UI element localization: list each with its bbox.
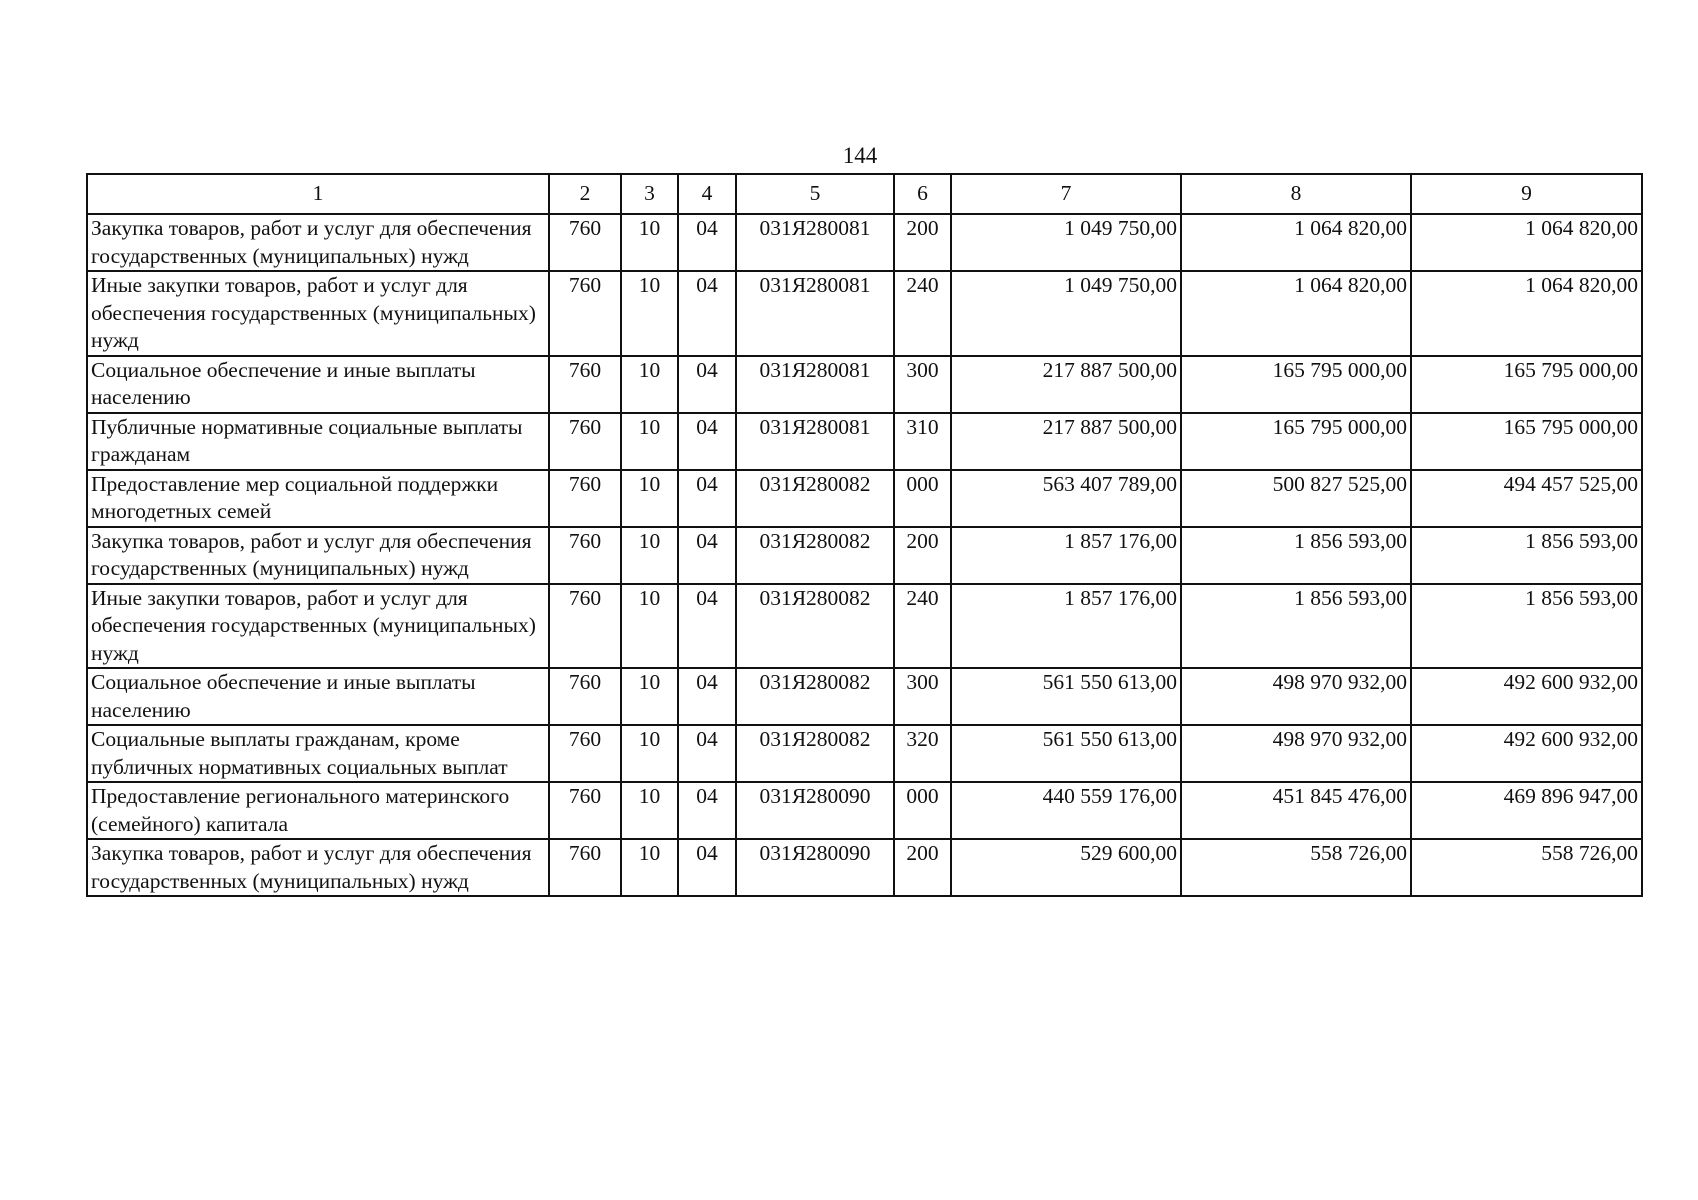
amount-col-7: 529 600,00 bbox=[951, 839, 1181, 896]
amount-col-8: 558 726,00 bbox=[1181, 839, 1411, 896]
ministry-code: 760 bbox=[549, 214, 621, 271]
ministry-code: 760 bbox=[549, 271, 621, 356]
ministry-code: 760 bbox=[549, 413, 621, 470]
expense-type-code: 000 bbox=[894, 782, 951, 839]
target-article-code: 031Я280082 bbox=[736, 470, 894, 527]
table-body bbox=[87, 214, 1642, 896]
expense-type-code: 310 bbox=[894, 413, 951, 470]
expense-type-code: 200 bbox=[894, 214, 951, 271]
row-name: Публичные нормативные социальные выплаты гражданам bbox=[87, 413, 549, 470]
target-article-code: 031Я280081 bbox=[736, 214, 894, 271]
amount-col-8: 500 827 525,00 bbox=[1181, 470, 1411, 527]
ministry-code: 760 bbox=[549, 584, 621, 669]
section-code: 10 bbox=[621, 668, 678, 725]
row-name: Предоставление регионального материнского (семейного) капитала bbox=[87, 782, 549, 839]
amount-col-9: 165 795 000,00 bbox=[1411, 356, 1642, 413]
ministry-code: 760 bbox=[549, 527, 621, 584]
subsection-code: 04 bbox=[678, 668, 736, 725]
target-article-code: 031Я280090 bbox=[736, 839, 894, 896]
row-name: Социальное обеспечение и иные выплаты населению bbox=[87, 356, 549, 413]
amount-col-9: 492 600 932,00 bbox=[1411, 668, 1642, 725]
table-row bbox=[87, 470, 1642, 527]
amount-col-9: 1 856 593,00 bbox=[1411, 584, 1642, 669]
expense-type-code: 320 bbox=[894, 725, 951, 782]
target-article-code: 031Я280082 bbox=[736, 668, 894, 725]
table-row bbox=[87, 584, 1642, 669]
ministry-code: 760 bbox=[549, 668, 621, 725]
amount-col-7: 1 049 750,00 bbox=[951, 214, 1181, 271]
amount-col-7: 1 049 750,00 bbox=[951, 271, 1181, 356]
amount-col-8: 165 795 000,00 bbox=[1181, 413, 1411, 470]
amount-col-7: 217 887 500,00 bbox=[951, 356, 1181, 413]
row-name: Предоставление мер социальной поддержки многодетных семей bbox=[87, 470, 549, 527]
amount-col-9: 492 600 932,00 bbox=[1411, 725, 1642, 782]
target-article-code: 031Я280082 bbox=[736, 527, 894, 584]
amount-col-7: 1 857 176,00 bbox=[951, 584, 1181, 669]
table-row bbox=[87, 668, 1642, 725]
section-code: 10 bbox=[621, 782, 678, 839]
section-code: 10 bbox=[621, 725, 678, 782]
amount-col-7: 561 550 613,00 bbox=[951, 725, 1181, 782]
ministry-code: 760 bbox=[549, 470, 621, 527]
section-code: 10 bbox=[621, 584, 678, 669]
target-article-code: 031Я280082 bbox=[736, 584, 894, 669]
column-header: 3 bbox=[621, 174, 678, 214]
amount-col-9: 1 064 820,00 bbox=[1411, 214, 1642, 271]
row-name: Закупка товаров, работ и услуг для обеспечения государственных (муниципальных) нужд bbox=[87, 839, 549, 896]
amount-col-8: 498 970 932,00 bbox=[1181, 668, 1411, 725]
amount-col-9: 1 064 820,00 bbox=[1411, 271, 1642, 356]
section-code: 10 bbox=[621, 413, 678, 470]
section-code: 10 bbox=[621, 527, 678, 584]
page-number: 144 bbox=[842, 143, 878, 168]
target-article-code: 031Я280081 bbox=[736, 271, 894, 356]
target-article-code: 031Я280081 bbox=[736, 356, 894, 413]
section-code: 10 bbox=[621, 470, 678, 527]
table-row bbox=[87, 356, 1642, 413]
expense-type-code: 000 bbox=[894, 470, 951, 527]
budget-table bbox=[86, 173, 1643, 897]
amount-col-7: 440 559 176,00 bbox=[951, 782, 1181, 839]
amount-col-8: 1 064 820,00 bbox=[1181, 271, 1411, 356]
table-row bbox=[87, 782, 1642, 839]
table-header bbox=[87, 174, 1642, 214]
section-code: 10 bbox=[621, 356, 678, 413]
subsection-code: 04 bbox=[678, 356, 736, 413]
target-article-code: 031Я280090 bbox=[736, 782, 894, 839]
table-row bbox=[87, 214, 1642, 271]
subsection-code: 04 bbox=[678, 214, 736, 271]
subsection-code: 04 bbox=[678, 584, 736, 669]
section-code: 10 bbox=[621, 839, 678, 896]
header-row bbox=[87, 174, 1642, 214]
subsection-code: 04 bbox=[678, 839, 736, 896]
expense-type-code: 300 bbox=[894, 668, 951, 725]
target-article-code: 031Я280081 bbox=[736, 413, 894, 470]
target-article-code: 031Я280082 bbox=[736, 725, 894, 782]
amount-col-8: 451 845 476,00 bbox=[1181, 782, 1411, 839]
subsection-code: 04 bbox=[678, 725, 736, 782]
subsection-code: 04 bbox=[678, 271, 736, 356]
expense-type-code: 240 bbox=[894, 584, 951, 669]
subsection-code: 04 bbox=[678, 470, 736, 527]
expense-type-code: 200 bbox=[894, 839, 951, 896]
ministry-code: 760 bbox=[549, 356, 621, 413]
amount-col-7: 561 550 613,00 bbox=[951, 668, 1181, 725]
expense-type-code: 240 bbox=[894, 271, 951, 356]
table-row bbox=[87, 725, 1642, 782]
row-name: Закупка товаров, работ и услуг для обеспечения государственных (муниципальных) нужд bbox=[87, 527, 549, 584]
row-name: Социальные выплаты гражданам, кроме публичных нормативных социальных выплат bbox=[87, 725, 549, 782]
column-header: 6 bbox=[894, 174, 951, 214]
expense-type-code: 200 bbox=[894, 527, 951, 584]
column-header: 9 bbox=[1411, 174, 1642, 214]
section-code: 10 bbox=[621, 271, 678, 356]
subsection-code: 04 bbox=[678, 782, 736, 839]
row-name: Закупка товаров, работ и услуг для обеспечения государственных (муниципальных) нужд bbox=[87, 214, 549, 271]
table-row bbox=[87, 527, 1642, 584]
amount-col-9: 558 726,00 bbox=[1411, 839, 1642, 896]
section-code: 10 bbox=[621, 214, 678, 271]
column-header: 4 bbox=[678, 174, 736, 214]
amount-col-9: 1 856 593,00 bbox=[1411, 527, 1642, 584]
amount-col-7: 563 407 789,00 bbox=[951, 470, 1181, 527]
column-header: 7 bbox=[951, 174, 1181, 214]
amount-col-8: 1 856 593,00 bbox=[1181, 584, 1411, 669]
ministry-code: 760 bbox=[549, 782, 621, 839]
subsection-code: 04 bbox=[678, 413, 736, 470]
amount-col-9: 494 457 525,00 bbox=[1411, 470, 1642, 527]
table-row bbox=[87, 413, 1642, 470]
row-name: Социальное обеспечение и иные выплаты населению bbox=[87, 668, 549, 725]
row-name: Иные закупки товаров, работ и услуг для обеспечения государственных (муниципальных) нужд bbox=[87, 584, 549, 669]
ministry-code: 760 bbox=[549, 839, 621, 896]
expense-type-code: 300 bbox=[894, 356, 951, 413]
table-row bbox=[87, 839, 1642, 896]
table-row bbox=[87, 271, 1642, 356]
amount-col-8: 1 856 593,00 bbox=[1181, 527, 1411, 584]
amount-col-8: 1 064 820,00 bbox=[1181, 214, 1411, 271]
amount-col-7: 1 857 176,00 bbox=[951, 527, 1181, 584]
column-header: 1 bbox=[87, 174, 549, 214]
column-header: 2 bbox=[549, 174, 621, 214]
column-header: 5 bbox=[736, 174, 894, 214]
amount-col-8: 498 970 932,00 bbox=[1181, 725, 1411, 782]
amount-col-9: 469 896 947,00 bbox=[1411, 782, 1642, 839]
ministry-code: 760 bbox=[549, 725, 621, 782]
amount-col-9: 165 795 000,00 bbox=[1411, 413, 1642, 470]
amount-col-8: 165 795 000,00 bbox=[1181, 356, 1411, 413]
column-header: 8 bbox=[1181, 174, 1411, 214]
subsection-code: 04 bbox=[678, 527, 736, 584]
amount-col-7: 217 887 500,00 bbox=[951, 413, 1181, 470]
row-name: Иные закупки товаров, работ и услуг для обеспечения государственных (муниципальных) нужд bbox=[87, 271, 549, 356]
